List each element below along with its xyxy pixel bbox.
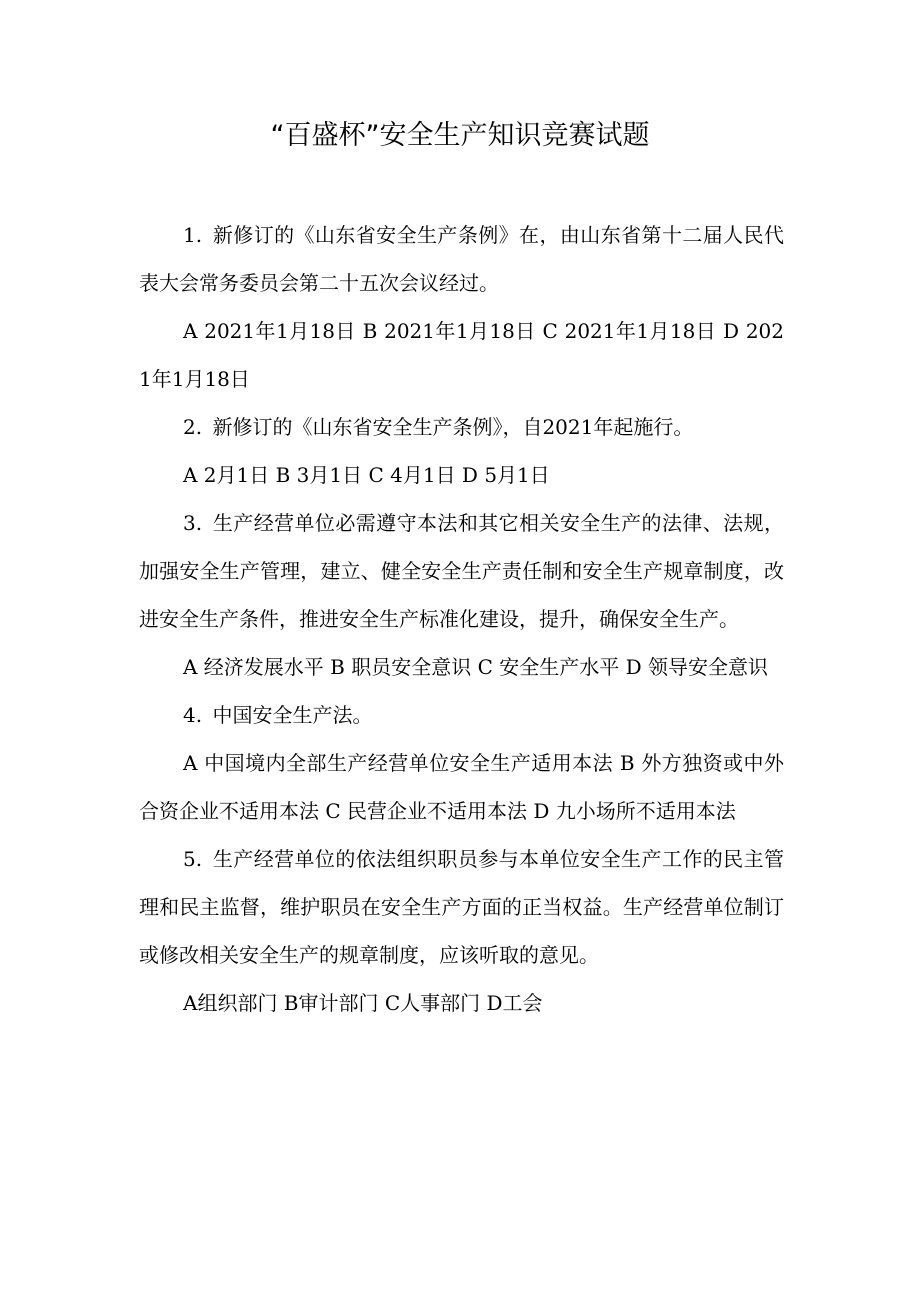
question-3 (139, 499, 784, 643)
question-number: 4. (183, 703, 203, 727)
question-2-options: A 2月1日 B 3月1日 C 4月1日 D 5月1日 (183, 463, 550, 487)
question-4-options: A 中国境内全部生产经营单位安全生产适用本法 B 外方独资或中外合资企业不适用本法 C 民营企业不适用本法 D 九小场所不适用本法 (139, 751, 784, 823)
question-4 (139, 691, 784, 739)
question-2 (139, 403, 784, 451)
question-text: 新修订的《山东省安全生产条例》，自2021年起施行。 (212, 415, 694, 439)
question-number: 2. (183, 415, 203, 439)
question-5-options: A组织部门 B审计部门 C人事部门 D工会 (183, 991, 543, 1015)
question-text: 中国安全生产法。 (212, 703, 373, 727)
question-text: 生产经营单位的依法组织职员参与本单位安全生产工作的民主管理和民主监督，维护职员在安全生产方面的正当权益。生产经营单位制订或修改相关安全生产的规章制度，应该听取的意见。 (139, 847, 785, 967)
question-3-options: A 经济发展水平 B 职员安全意识 C 安全生产水平 D 领导安全意识 (183, 655, 768, 679)
question-list (139, 211, 784, 1027)
question-number: 1. (183, 223, 203, 247)
document-title: “百盛杯”安全生产知识竞赛试题 (270, 120, 650, 151)
question-text: 新修订的《山东省安全生产条例》在，由山东省第十二届人民代表大会常务委员会第二十五次会议经过。 (139, 223, 785, 295)
question-number: 5. (183, 847, 203, 871)
question-5 (139, 835, 784, 979)
question-number: 3. (183, 511, 203, 535)
question-1-options: A 2021年1月18日 B 2021年1月18日 C 2021年1月18日 D 2021年1月18日 (139, 319, 784, 391)
question-text: 生产经营单位必需遵守本法和其它相关安全生产的法律、法规，加强安全生产管理，建立、健全安全生产责任制和安全生产规章制度，改进安全生产条件，推进安全生产标准化建设，提升，确保安全生产。 (139, 511, 785, 631)
question-1 (139, 211, 784, 307)
